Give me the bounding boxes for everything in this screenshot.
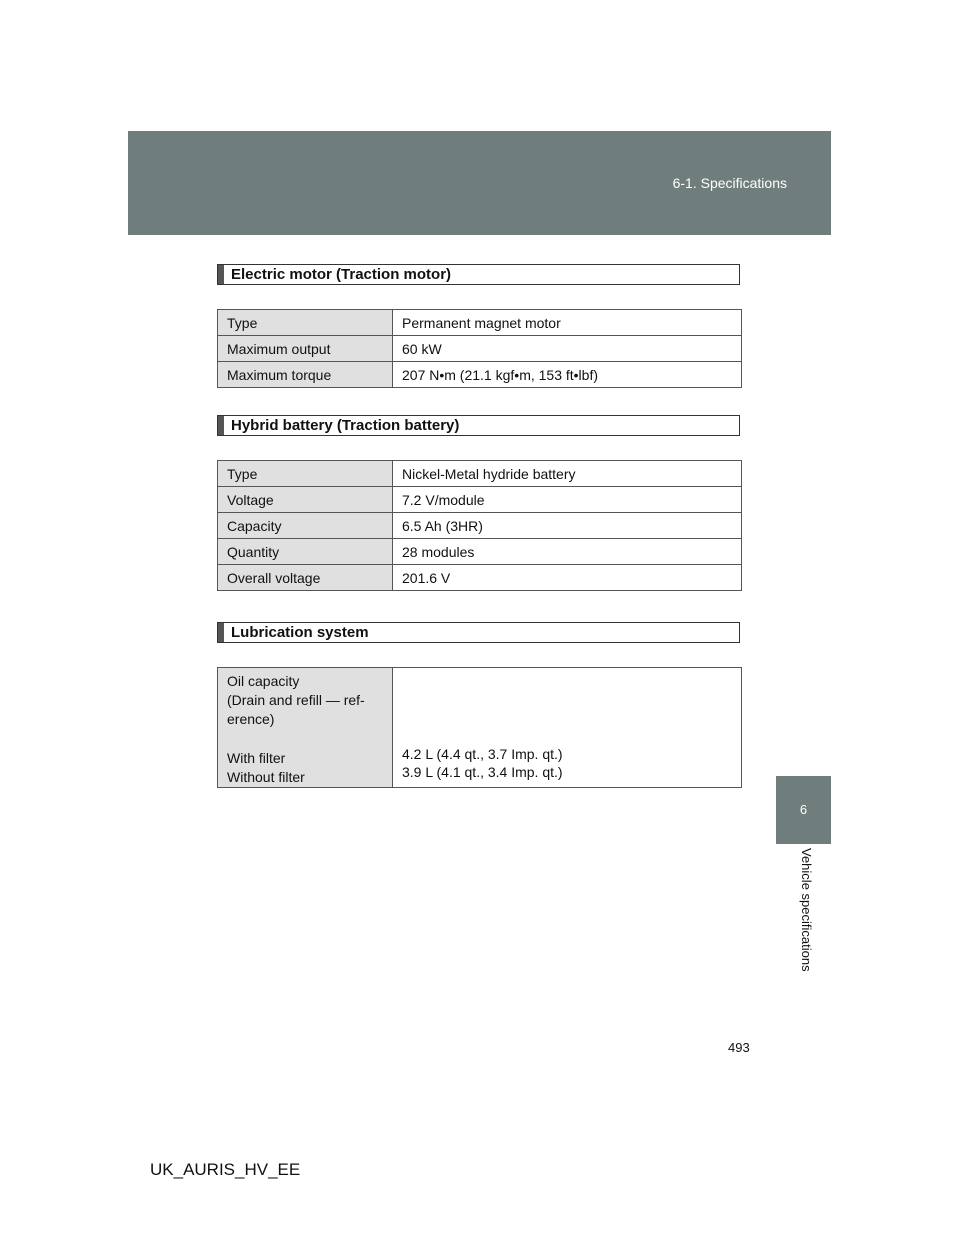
table-row <box>218 362 742 388</box>
section-title-bar <box>218 265 224 284</box>
table-row <box>218 310 742 336</box>
electric-motor-table <box>217 309 742 388</box>
oil-capacity-value <box>393 668 742 788</box>
chapter-header-band <box>128 131 831 235</box>
lubrication-table <box>217 667 742 788</box>
document-code: UK_AURIS_HV_EE <box>150 1160 301 1179</box>
spec-label: Capacity <box>218 513 393 539</box>
oil-capacity-label <box>218 668 393 788</box>
spec-value: Nickel-Metal hydride battery <box>393 461 742 487</box>
section-title-hybrid-battery: Hybrid battery (Traction battery) <box>217 415 740 436</box>
spec-value: 7.2 V/module <box>393 487 742 513</box>
spec-label: Maximum torque <box>218 362 393 388</box>
spec-value: 28 modules <box>393 539 742 565</box>
spec-label: Type <box>218 461 393 487</box>
table-row <box>218 565 742 591</box>
without-filter-label: Without filter <box>227 769 305 785</box>
table-row <box>218 513 742 539</box>
spec-value: 207 N•m (21.1 kgf•m, 153 ft•lbf) <box>393 362 742 388</box>
spec-value: Permanent magnet motor <box>393 310 742 336</box>
with-filter-value: 4.2 L (4.4 qt., 3.7 Imp. qt.) <box>402 746 563 762</box>
oil-capacity-label-line: (Drain and refill — ref- <box>227 692 365 708</box>
spec-value: 6.5 Ah (3HR) <box>393 513 742 539</box>
table-row <box>218 461 742 487</box>
table-row <box>218 336 742 362</box>
oil-capacity-label-line: Oil capacity <box>227 673 300 689</box>
page-number: 493 <box>728 1040 750 1055</box>
section-title-bar <box>218 623 224 642</box>
oil-capacity-label-line: erence) <box>227 711 275 727</box>
with-filter-label: With filter <box>227 750 286 766</box>
without-filter-value: 3.9 L (4.1 qt., 3.4 Imp. qt.) <box>402 764 563 780</box>
section-title-lubrication: Lubrication system <box>217 622 740 643</box>
table-row <box>218 487 742 513</box>
hybrid-battery-table <box>217 460 742 591</box>
spec-value: 201.6 V <box>393 565 742 591</box>
chapter-tab: 6 <box>776 776 831 844</box>
spec-label: Quantity <box>218 539 393 565</box>
spec-label: Maximum output <box>218 336 393 362</box>
spec-label: Voltage <box>218 487 393 513</box>
section-title-electric-motor: Electric motor (Traction motor) <box>217 264 740 285</box>
spec-label: Overall voltage <box>218 565 393 591</box>
section-heading: 6-1. Specifications <box>672 175 787 191</box>
spec-value: 60 kW <box>393 336 742 362</box>
section-title-bar <box>218 416 224 435</box>
chapter-tab-label: Vehicle specifications <box>799 848 814 972</box>
table-row <box>218 539 742 565</box>
spec-label: Type <box>218 310 393 336</box>
table-row <box>218 668 742 788</box>
